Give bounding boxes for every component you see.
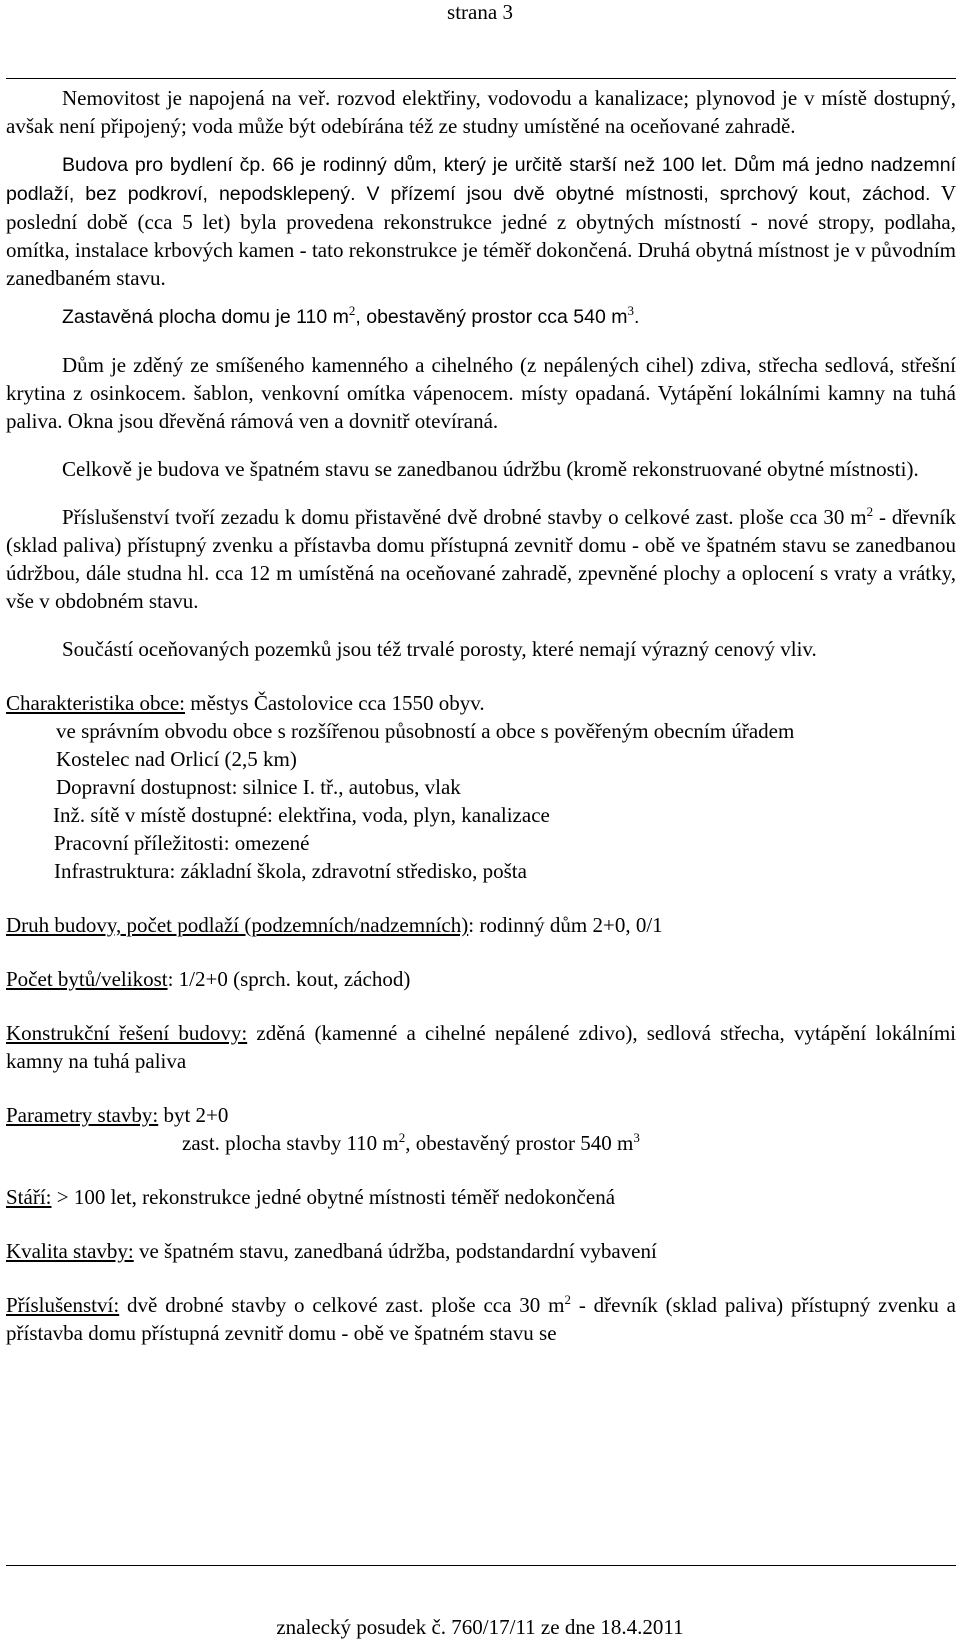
area-sup-2: 3 xyxy=(627,303,634,318)
structure-label: Konstrukční řešení budovy: xyxy=(6,1021,248,1045)
flats-label: Počet bytů/velikost xyxy=(6,967,168,991)
municipality-heading xyxy=(6,689,956,717)
footer-rule xyxy=(6,1565,956,1566)
municipality-line-4: Inž. sítě v místě dostupné: elektřina, voda, plyn, kanalizace xyxy=(53,803,550,827)
area-text-3: . xyxy=(633,306,640,328)
accessories-field-label: Příslušenství: xyxy=(6,1293,120,1317)
municipality-line-3: Dopravní dostupnost: silnice I. tř., autobus, vlak xyxy=(56,775,461,799)
age-label: Stáří: xyxy=(6,1185,52,1209)
area-paragraph xyxy=(6,302,956,331)
header-rule xyxy=(6,78,956,79)
accessories-sup: 2 xyxy=(866,504,874,519)
accessories-text-1: Příslušenství tvoří zezadu k domu přistavěné dvě drobné stavby o celkové zast. ploše cca 30 m xyxy=(62,505,867,529)
page-number: strana 3 xyxy=(447,0,513,24)
age-field xyxy=(6,1183,956,1211)
structure-field xyxy=(6,1019,956,1075)
parameters-sub-sup-1: 2 xyxy=(398,1130,406,1145)
building-type-value: : rodinný dům 2+0, 0/1 xyxy=(468,913,663,937)
area-sup-1: 2 xyxy=(348,303,356,318)
condition-paragraph: Celkově je budova ve špatném stavu se zanedbanou údržbu (kromě rekonstruované obytné místnosti). xyxy=(62,457,919,481)
building-text-sans: Budova pro bydlení čp. 66 je rodinný dům, který je určitě starší než 100 let. Dům má jedno nadzemní podlaží, bez podkroví, nepodsklepený. V přízemí jsou dvě obytné místnosti, sprchový kout, záchod. xyxy=(6,154,956,205)
flats-field xyxy=(6,965,956,993)
municipality-value: městys Častolovice cca 1550 obyv. xyxy=(185,691,485,715)
age-value: > 100 let, rekonstrukce jedné obytné místnosti téměř nedokončená xyxy=(51,1185,616,1209)
parameters-sub-text-1: zast. plocha stavby 110 m xyxy=(182,1131,399,1155)
document-body xyxy=(6,84,956,1347)
area-text-2: , obestavěný prostor cca 540 m xyxy=(355,306,628,328)
building-text-serif: V poslední době (cca 5 let) byla provedena rekonstrukce jedné z obytných místností - nové stropy, podlaha, omítka, instalace krbových kamen - tato rekonstrukce je téměř dokončená. Druhá obytná místnost je v původním zanedbaném stavu. xyxy=(6,181,956,290)
parameters-label: Parametry stavby: xyxy=(6,1103,159,1127)
parameters-field xyxy=(6,1101,956,1129)
municipality-line-2: Kostelec nad Orlicí (2,5 km) xyxy=(56,747,297,771)
area-text-1: Zastavěná plocha domu je 110 m xyxy=(62,306,349,328)
accessories-field-text-2: - dřevník (sklad paliva) přístupný zvenku a přístavba domu přístupná zevnitř domu - obě ve špatném stavu se xyxy=(6,1293,956,1345)
flats-value: : 1/2+0 (sprch. kout, záchod) xyxy=(167,967,411,991)
building-type-label: Druh budovy, počet podlaží (podzemních/nadzemních) xyxy=(6,913,469,937)
quality-label: Kvalita stavby: xyxy=(6,1239,134,1263)
utilities-paragraph: Nemovitost je napojená na veř. rozvod elektřiny, vodovodu a kanalizace; plynovod je v místě dostupný, avšak není připojený; voda může být odebírána též ze studny umístěné na oceňované zahradě. xyxy=(6,86,956,138)
municipality-line-6: Infrastruktura: základní škola, zdravotní středisko, pošta xyxy=(54,859,527,883)
accessories-field-sup: 2 xyxy=(564,1292,571,1307)
construction-paragraph: Dům je zděný ze smíšeného kamenného a cihelného (z nepálených cihel) zdiva, střecha sedlová, střešní krytina z osinkocem. šablon, venkovní omítka vápenocem. místy opadaná. Vytápění lokálními kamny na tuhá paliva. Okna jsou dřevěná rámová ven a dovnitř otevíraná. xyxy=(6,353,956,433)
municipality-label: Charakteristika obce: xyxy=(6,691,186,715)
parameters-sub xyxy=(6,1129,956,1157)
municipality-line-5: Pracovní příležitosti: omezené xyxy=(54,831,310,855)
quality-field xyxy=(6,1237,956,1265)
structure-value: zděná (kamenné a cihelné nepálené zdivo), sedlová střecha, vytápění lokálními kamny na tuhá paliva xyxy=(6,1021,956,1073)
building-type-field xyxy=(6,911,956,939)
accessories-field-text-1: dvě drobné stavby o celkové zast. ploše cca 30 m xyxy=(119,1293,565,1317)
quality-value: ve špatném stavu, zanedbaná údržba, podstandardní vybavení xyxy=(133,1239,657,1263)
municipality-line-1: ve správním obvodu obce s rozšířenou působností a obce s pověřeným obecním úřadem xyxy=(56,719,795,743)
accessories-paragraph xyxy=(6,503,956,615)
accessories-field xyxy=(6,1291,956,1347)
parameters-value: byt 2+0 xyxy=(158,1103,229,1127)
accessories-text-2: - dřevník (sklad paliva) přístupný zvenku a přístavba domu přístupná zevnitř domu - obě ve špatném stavu se zanedbanou údržbou, dále studna hl. cca 12 m umístěná na oceňované zahradě, zpevněné plochy a oplocení s vraty a vrátky, vše v obdobném stavu. xyxy=(6,505,956,613)
parameters-sub-sup-2: 3 xyxy=(633,1130,640,1145)
building-paragraph xyxy=(6,150,956,292)
vegetation-paragraph: Součástí oceňovaných pozemků jsou též trvalé porosty, které nemají výrazný cenový vliv. xyxy=(62,637,817,661)
parameters-sub-text-2: , obestavěný prostor 540 m xyxy=(405,1131,634,1155)
footer-text: znalecký posudek č. 760/17/11 ze dne 18.4.2011 xyxy=(276,1615,684,1639)
